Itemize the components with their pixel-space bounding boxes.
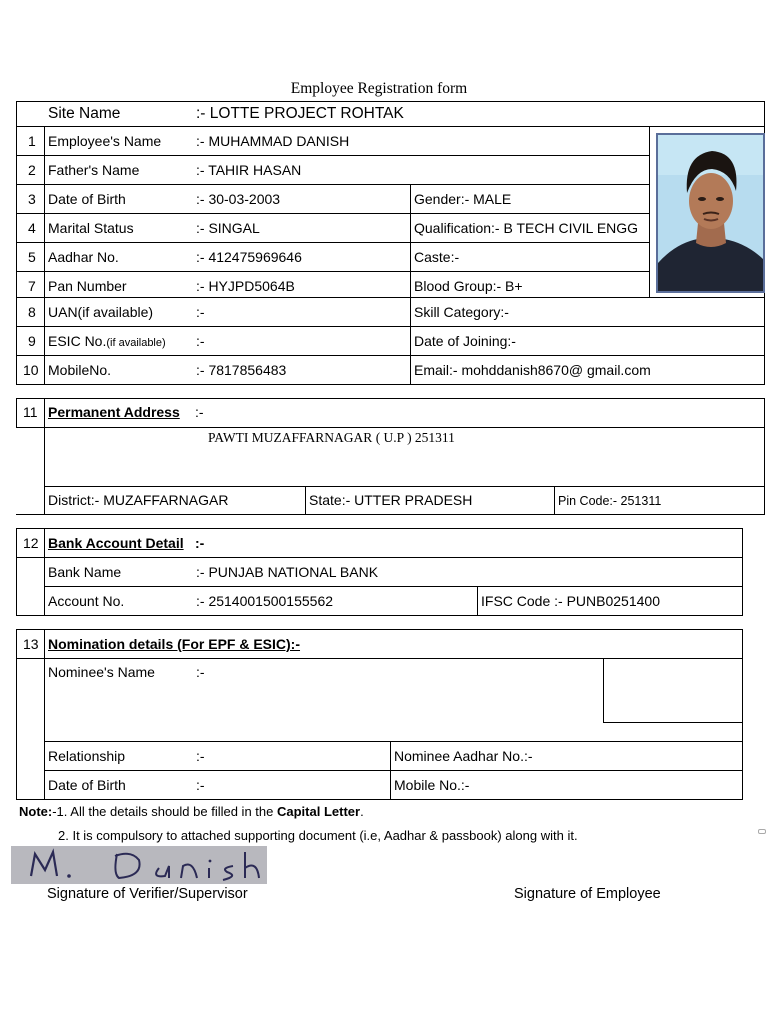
pincode-field: Pin Code:- 251311 — [558, 494, 662, 508]
uan-label: UAN(if available) — [48, 304, 154, 320]
district-field: District:- MUZAFFARNAGAR — [48, 492, 229, 508]
esic-label: ESIC No.(if available) — [48, 333, 166, 349]
uan-value: :- — [196, 304, 205, 320]
form-title: Employee Registration form — [290, 80, 468, 97]
bank-heading: Bank Account Detail — [48, 535, 184, 551]
ifsc-field: IFSC Code :- PUNB0251400 — [481, 593, 660, 609]
employee-photo — [656, 133, 765, 293]
bank-name-value: :- PUNJAB NATIONAL BANK — [196, 564, 379, 580]
pan-value: :- HYJPD5064B — [196, 278, 295, 294]
page-marker — [758, 829, 766, 834]
nominee-dob-value: :- — [196, 777, 205, 793]
verifier-signature-label: Signature of Verifier/Supervisor — [47, 886, 248, 902]
mobile-value: :- 7817856483 — [196, 362, 287, 378]
site-name-value: :- LOTTE PROJECT ROHTAK — [196, 105, 404, 122]
bank-name-label: Bank Name — [48, 564, 122, 580]
gender-field: Gender:- MALE — [414, 191, 512, 207]
row-number: 8 — [28, 304, 36, 320]
marital-status-value: :- SINGAL — [196, 220, 260, 236]
father-name-value: :- TAHIR HASAN — [196, 162, 302, 178]
row-number: 10 — [23, 362, 39, 378]
note-line-1: Note:-1. All the details should be filled in the Capital Letter. — [19, 804, 364, 819]
nominee-photo-box — [603, 658, 743, 723]
father-name-label: Father's Name — [48, 162, 140, 178]
pan-label: Pan Number — [48, 278, 127, 294]
dob-value: :- 30-03-2003 — [196, 191, 281, 207]
address-heading: Permanent Address — [48, 404, 180, 420]
row-number: 9 — [28, 333, 36, 349]
esic-value: :- — [196, 333, 205, 349]
state-field: State:- UTTER PRADESH — [309, 492, 473, 508]
nominee-name-value: :- — [196, 664, 205, 680]
qualification-field: Qualification:- B TECH CIVIL ENGG — [414, 220, 639, 236]
employee-signature-label: Signature of Employee — [514, 886, 661, 902]
bank-separator: :- — [195, 535, 205, 551]
dob-label: Date of Birth — [48, 191, 126, 207]
nominee-name-label: Nominee's Name — [48, 664, 155, 680]
row-number: 2 — [28, 162, 36, 178]
account-number-value: :- 2514001500155562 — [196, 593, 334, 609]
section-number: 12 — [23, 535, 39, 551]
row-number: 3 — [28, 191, 36, 207]
caste-field: Caste:- — [414, 249, 460, 265]
employee-name-value: :- MUHAMMAD DANISH — [196, 133, 350, 149]
account-number-label: Account No. — [48, 593, 125, 609]
row-number: 1 — [28, 133, 36, 149]
section-number: 13 — [23, 636, 39, 652]
nomination-heading: Nomination details (For EPF & ESIC):- — [48, 636, 301, 652]
employee-name-label: Employee's Name — [48, 133, 162, 149]
relationship-label: Relationship — [48, 748, 126, 764]
address-separator: :- — [195, 404, 204, 420]
nominee-dob-label: Date of Birth — [48, 777, 126, 793]
row-number: 7 — [28, 278, 36, 294]
skill-category-field: Skill Category:- — [414, 304, 509, 320]
row-number: 5 — [28, 249, 36, 265]
nominee-mobile-field: Mobile No.:- — [394, 777, 470, 793]
nominee-aadhar-field: Nominee Aadhar No.:- — [394, 748, 533, 764]
site-name-label: Site Name — [48, 105, 121, 122]
blood-group-field: Blood Group:- B+ — [414, 278, 523, 294]
marital-status-label: Marital Status — [48, 220, 134, 236]
mobile-label: MobileNo. — [48, 362, 112, 378]
aadhar-label: Aadhar No. — [48, 249, 119, 265]
row-number: 4 — [28, 220, 36, 236]
address-text: PAWTI MUZAFFARNAGAR ( U.P ) 251311 — [208, 430, 455, 445]
relationship-value: :- — [196, 748, 205, 764]
section-number: 11 — [23, 404, 38, 420]
aadhar-value: :- 412475969646 — [196, 249, 302, 265]
email-field: Email:- mohddanish8670@ gmail.com — [414, 362, 651, 378]
handwritten-signature — [11, 846, 267, 884]
note-line-2: 2. It is compulsory to attached supporting document (i.e, Aadhar & passbook) along with it. — [58, 828, 578, 843]
date-of-joining-field: Date of Joining:- — [414, 333, 516, 349]
